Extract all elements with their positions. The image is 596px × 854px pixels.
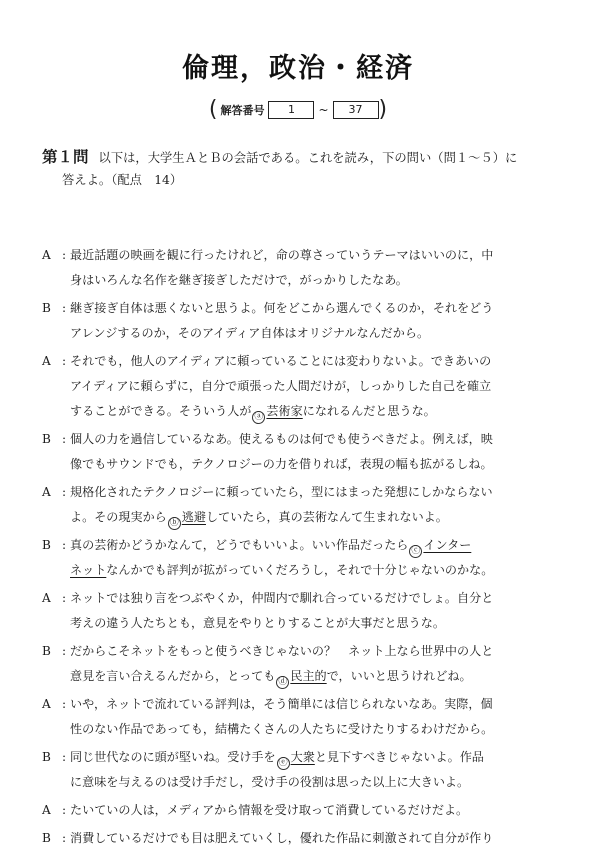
speech-text (70, 745, 576, 795)
speaker-label: B (42, 644, 51, 658)
answer-range-label: 解答番号 (220, 104, 265, 117)
question-instruction-line2: 答えよ。（配点 14） (62, 173, 183, 187)
dialogue-turn (42, 826, 576, 851)
speech-line (70, 268, 576, 293)
speech-line (70, 745, 576, 770)
dialogue-turn (42, 586, 576, 636)
text-segment: たいていの人は，メディアから情報を受け取って消費しているだけだよ。 (70, 803, 469, 817)
text-segment: 同じ世代なのに頭が堅いね。受け手を (70, 750, 276, 764)
speech-line (70, 427, 576, 452)
speaker-colon: : (62, 354, 67, 368)
speaker-label: A (42, 697, 51, 711)
circled-marker: ⓔ (278, 758, 288, 768)
underlined-term: インター (423, 538, 472, 552)
answer-start-box: 1 (268, 101, 314, 119)
answer-number-range (0, 99, 596, 121)
speaker-colon: : (62, 591, 67, 605)
speech-line (70, 826, 576, 851)
text-segment: していたら，真の芸術なんて生まれないよ。 (205, 510, 448, 524)
range-separator: ~ (318, 103, 329, 117)
speech-line (70, 321, 576, 346)
speaker-colon: : (62, 301, 67, 315)
speaker-colon: : (62, 485, 67, 499)
dialogue-passage (42, 243, 576, 854)
underlined-term: 民主的 (290, 669, 327, 683)
dialogue-turn (42, 639, 576, 689)
circled-marker: ⓑ (169, 518, 179, 528)
speech-line (70, 452, 576, 477)
dialogue-turn (42, 349, 576, 424)
speaker-label: B (42, 538, 51, 552)
speech-text (70, 692, 576, 742)
dialogue-turn (42, 243, 576, 293)
speech-text (70, 296, 576, 346)
text-segment: 像でもサウンドでも，テクノロジーの力を借りれば，表現の幅も拡がるしね。 (70, 457, 493, 471)
speaker-colon: : (62, 644, 67, 658)
circled-marker: ⓒ (411, 546, 421, 556)
speech-line (70, 480, 576, 505)
speech-text (70, 826, 576, 851)
speaker-colon: : (62, 831, 67, 845)
speech-line (70, 664, 576, 689)
question-number: 第１問 (42, 148, 89, 166)
speech-text (70, 533, 576, 583)
text-segment: 意見を言い合えるんだから，とっても (70, 669, 276, 683)
underlined-term: 逃避 (181, 510, 206, 524)
speech-line (70, 798, 576, 823)
speech-line (70, 717, 576, 742)
text-segment: になれるんだと思うな。 (302, 404, 436, 418)
text-segment: 最近話題の映画を観に行ったけれど，命の尊さっていうテーマはいいのに，中 (70, 248, 494, 262)
speaker-label: B (42, 831, 51, 845)
answer-end-box: 37 (333, 101, 379, 119)
speaker-colon: : (62, 750, 67, 764)
speaker-label: A (42, 803, 51, 817)
text-segment: いや，ネットで流れている評判は，そう簡単には信じられないなあ。実際，個 (70, 697, 493, 711)
speaker-label: B (42, 750, 51, 764)
text-segment: なんかでも評判が拡がっていくだろうし，それで十分じゃないのかな。 (106, 563, 494, 577)
text-segment: 規格化されたテクノロジーに頼っていたら，型にはまった発想にしかならない (70, 485, 493, 499)
text-segment: と見下すべきじゃないよ。作品 (314, 750, 484, 764)
speaker-colon: : (62, 538, 67, 552)
text-segment: 継ぎ接ぎ自体は悪くないと思うよ。何をどこから選んでくるのか，それをどう (70, 301, 494, 315)
speech-line (70, 611, 576, 636)
text-segment: することができる。そういう人が (70, 404, 252, 418)
dialogue-turn (42, 745, 576, 795)
text-segment: それでも，他人のアイディアに頼っていることには変わりないよ。できあいの (70, 354, 492, 368)
text-segment: よ。その現実から (70, 510, 167, 524)
speech-line (70, 770, 576, 795)
speaker-label: A (42, 354, 51, 368)
text-segment: で，いいと思うけれどね。 (326, 669, 472, 683)
speaker-label: A (42, 248, 51, 262)
speech-line (70, 374, 576, 399)
text-segment: 考えの違う人たちとも，意見をやりとりすることが大事だと思うな。 (70, 616, 445, 630)
speech-text (70, 798, 576, 823)
speech-line (70, 243, 576, 268)
circled-marker: ⓓ (278, 677, 288, 687)
question-header (42, 146, 562, 191)
dialogue-turn (42, 296, 576, 346)
speech-text (70, 243, 576, 293)
speech-line (70, 349, 576, 374)
dialogue-turn (42, 480, 576, 530)
speech-line (70, 533, 576, 558)
speech-text (70, 427, 576, 477)
speaker-label: A (42, 591, 51, 605)
dialogue-turn (42, 427, 576, 477)
speaker-colon: : (62, 697, 67, 711)
speaker-colon: : (62, 248, 67, 262)
text-segment: に意味を与えるのは受け手だし，受け手の役割は思った以上に大きいよ。 (70, 775, 470, 789)
speaker-colon: : (62, 803, 67, 817)
speech-line (70, 399, 576, 424)
speech-line (70, 505, 576, 530)
text-segment: 性のない作品であっても，結構たくさんの人たちに受けたりするわけだから。 (70, 722, 494, 736)
speaker-label: A (42, 485, 51, 499)
speech-line (70, 558, 576, 583)
open-bracket: ( (208, 97, 218, 122)
page-title: 倫理，政治・経済 (182, 53, 414, 84)
text-segment: ネットでは独り言をつぶやくか，仲間内で馴れ合っているだけでしょ。自分と (70, 591, 494, 605)
speech-text (70, 480, 576, 530)
speaker-label: B (42, 432, 51, 446)
text-segment: 個人の力を過信しているなあ。使えるものは何でも使うべきだよ。例えば，映 (70, 432, 493, 446)
underlined-term: 芸術家 (266, 404, 303, 418)
text-segment: アレンジするのか，そのアイディア自体はオリジナルなんだから。 (70, 326, 430, 340)
speech-text (70, 639, 576, 689)
speech-line (70, 296, 576, 321)
circled-marker: ⓐ (254, 412, 264, 422)
underlined-term: 大衆 (290, 750, 315, 764)
speech-line (70, 639, 576, 664)
speech-line (70, 692, 576, 717)
question-instruction-line1: 以下は，大学生ＡとＢの会話である。これを読み，下の問い（問１～５）に (98, 151, 518, 165)
text-segment: だからこそネットをもっと使うべきじゃないの？ ネット上なら世界中の人と (70, 644, 494, 658)
dialogue-turn (42, 692, 576, 742)
speech-text (70, 349, 576, 424)
speech-text (70, 586, 576, 636)
text-segment: アイディアに頼らずに，自分で頑張った人間だけが，しっかりした自己を確立 (70, 379, 492, 393)
speaker-label: B (42, 301, 51, 315)
speaker-colon: : (62, 432, 67, 446)
speech-line (70, 586, 576, 611)
dialogue-turn (42, 798, 576, 823)
text-segment: 消費しているだけでも目は肥えていくし，優れた作品に刺激されて自分が作り (70, 831, 494, 845)
text-segment: 身はいろんな名作を継ぎ接ぎしただけで，がっかりしたなあ。 (70, 273, 408, 287)
underlined-term: ネット (70, 563, 107, 577)
dialogue-turn (42, 533, 576, 583)
text-segment: 真の芸術かどうかなんて，どうでもいいよ。いい作品だったら (70, 538, 409, 552)
close-bracket: ) (378, 97, 388, 122)
